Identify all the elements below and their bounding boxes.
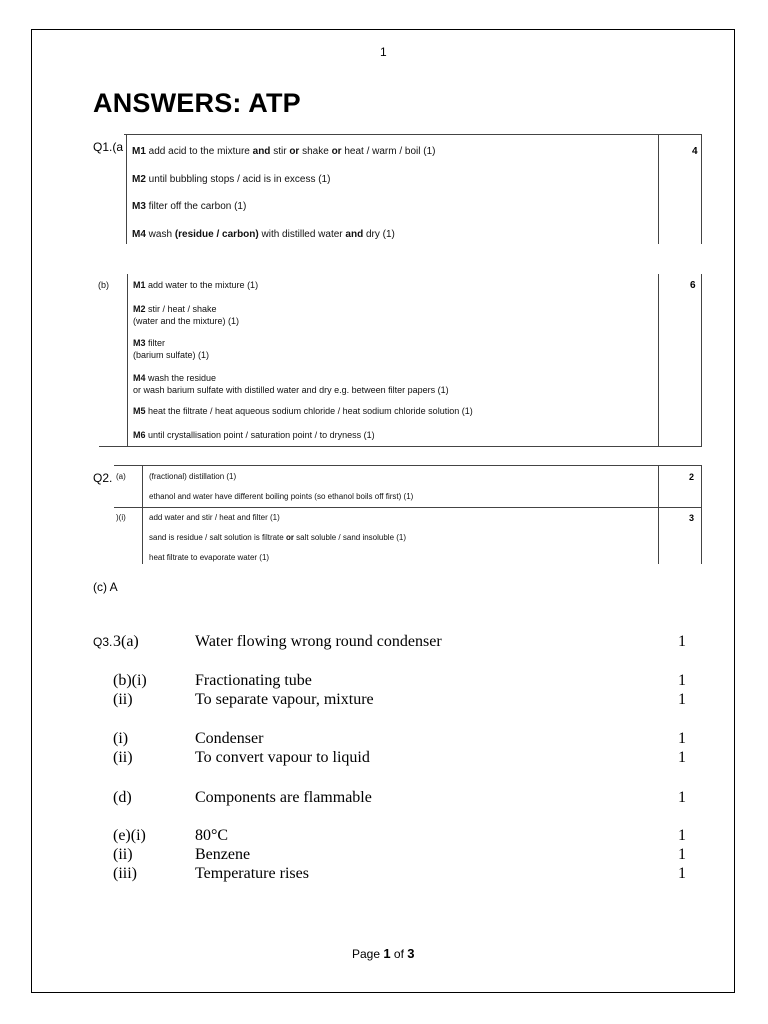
q3-row-answer: Condenser bbox=[195, 730, 264, 747]
q1a-mark: 4 bbox=[692, 146, 698, 157]
q3-row-answer: Benzene bbox=[195, 846, 251, 863]
page-number: 1 bbox=[380, 45, 387, 59]
q3-row-part: (i) bbox=[113, 730, 129, 747]
q3-row-part: (e)(i) bbox=[113, 827, 146, 844]
q3-row-mark: 1 bbox=[678, 672, 686, 689]
q3-row-mark: 1 bbox=[678, 865, 686, 882]
q3-row-answer: Water flowing wrong round condenser bbox=[195, 633, 442, 650]
q2-label: Q2. bbox=[93, 471, 113, 485]
q3-row-mark: 1 bbox=[678, 789, 686, 806]
q1-label: Q1.(a bbox=[93, 140, 124, 154]
q2a-part: (a) bbox=[116, 472, 126, 481]
q1b-row-m4: M4 wash the residue or wash barium sulfate with distilled water and dry e.g. between filter papers (1) bbox=[133, 373, 449, 395]
q3-row-part: 3(a) bbox=[113, 633, 139, 650]
q1b-row-m5: M5 heat the filtrate / heat aqueous sodium chloride / heat sodium chloride solution (1) bbox=[133, 406, 473, 416]
q1b-row-m3: M3 filter (barium sulfate) (1) bbox=[133, 338, 210, 360]
q2c-answer: (c) A bbox=[93, 580, 118, 594]
q3-row-mark: 1 bbox=[678, 691, 686, 708]
q3-row-answer: To convert vapour to liquid bbox=[195, 749, 370, 766]
q2b-line1: add water and stir / heat and filter (1) bbox=[149, 513, 280, 522]
q2b-mark: 3 bbox=[689, 513, 695, 523]
q2b-line3: heat filtrate to evaporate water (1) bbox=[149, 553, 270, 562]
q1a-row-m1: M1 add acid to the mixture and stir or shake or heat / warm / boil (1) bbox=[132, 146, 436, 157]
q1b-row-m2: M2 stir / heat / shake (water and the mixture) (1) bbox=[133, 304, 240, 326]
q3-row-answer: 80°C bbox=[195, 827, 229, 844]
q3-row-mark: 1 bbox=[678, 730, 686, 747]
q1a-row-m4: M4 wash (residue / carbon) with distilled water and dry (1) bbox=[132, 229, 395, 240]
q1a-row-m2: M2 until bubbling stops / acid is in excess (1) bbox=[132, 174, 331, 185]
q3-row-answer: To separate vapour, mixture bbox=[195, 691, 374, 708]
q1b-mark: 6 bbox=[690, 280, 696, 291]
q1a-row-m3: M3 filter off the carbon (1) bbox=[132, 201, 247, 212]
q3-row-part: (iii) bbox=[113, 865, 137, 882]
page-title: ANSWERS: ATP bbox=[93, 88, 301, 118]
q1b-row-m1: M1 add water to the mixture (1) bbox=[133, 280, 259, 290]
q3-row-answer: Fractionating tube bbox=[195, 672, 312, 689]
q2b-line2: sand is residue / salt solution is filtrate or salt soluble / sand insoluble (1) bbox=[149, 533, 407, 542]
q1b-row-m6: M6 until crystallisation point / saturation point / to dryness (1) bbox=[133, 430, 375, 440]
q3-row-mark: 1 bbox=[678, 749, 686, 766]
q3-label: Q3. bbox=[93, 635, 113, 649]
q2a-line2: ethanol and water have different boiling points (so ethanol boils off first) (1) bbox=[149, 492, 414, 501]
q3-row-answer: Temperature rises bbox=[195, 865, 309, 882]
q3-row-mark: 1 bbox=[678, 633, 686, 650]
q2b-part: )(i) bbox=[116, 513, 126, 522]
q3-row-part: (ii) bbox=[113, 846, 133, 863]
q3-row-part: (ii) bbox=[113, 749, 133, 766]
q2a-mark: 2 bbox=[689, 472, 695, 482]
q1b-label: (b) bbox=[98, 280, 109, 290]
q3-row-mark: 1 bbox=[678, 827, 686, 844]
q2a-line1: (fractional) distillation (1) bbox=[149, 472, 237, 481]
q3-row-part: (ii) bbox=[113, 691, 133, 708]
q3-row-answer: Components are flammable bbox=[195, 789, 372, 806]
q3-row-part: (b)(i) bbox=[113, 672, 147, 689]
page-footer: Page 1 of 3 bbox=[352, 946, 415, 961]
q3-row-mark: 1 bbox=[678, 846, 686, 863]
q3-row-part: (d) bbox=[113, 789, 132, 806]
